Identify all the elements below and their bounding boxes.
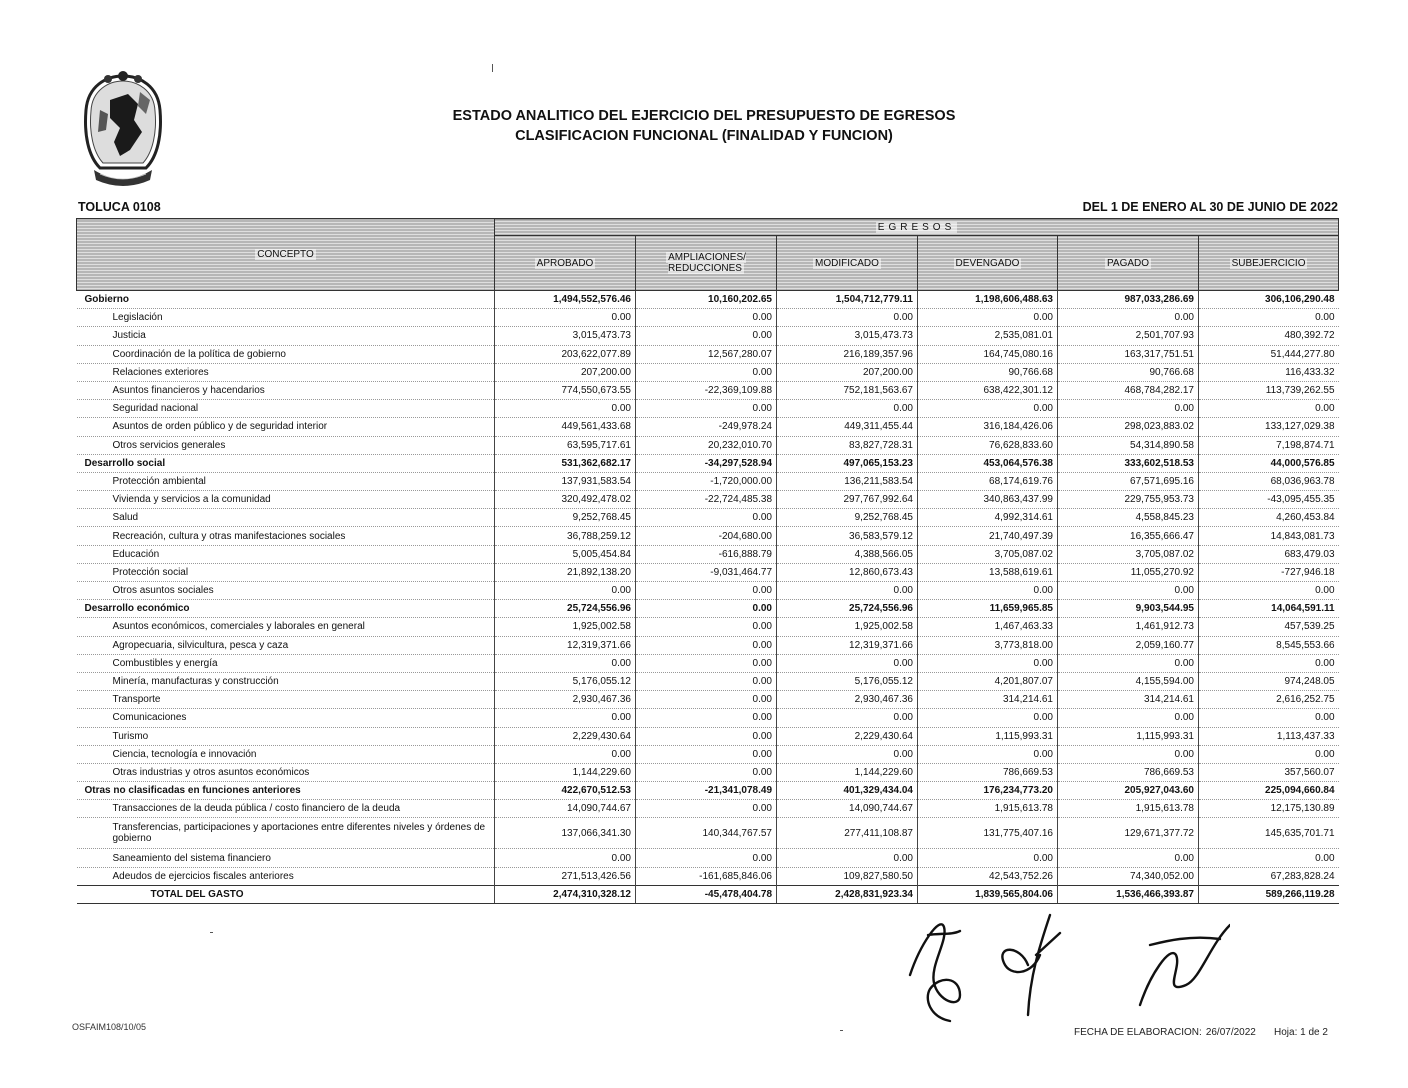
cell-concepto: Vivienda y servicios a la comunidad [77,491,495,509]
cell-subejercicio: -43,095,455.35 [1199,491,1339,509]
cell-subejercicio: 306,106,290.48 [1199,291,1339,309]
report-title [300,106,1108,146]
cell-concepto: Saneamiento del sistema financiero [77,849,495,867]
cell-ampliaciones: 12,567,280.07 [636,345,777,363]
cell-concepto: Desarrollo social [77,454,495,472]
cell-modificado: 83,827,728.31 [777,436,918,454]
cell-pagado: 2,059,160.77 [1058,636,1199,654]
cell-ampliaciones: -249,978.24 [636,418,777,436]
cell-subejercicio: 0.00 [1199,400,1339,418]
table-row [77,363,1339,381]
cell-pagado: 1,915,613.78 [1058,800,1199,818]
cell-devengado: 4,201,807.07 [918,672,1058,690]
table-row-group [77,454,1339,472]
cell-subejercicio: 357,560.07 [1199,763,1339,781]
cell-pagado: 1,536,466,393.87 [1058,885,1199,903]
cell-modificado: 0.00 [777,849,918,867]
table-row [77,727,1339,745]
col-header-pagado: PAGADO [1058,236,1199,291]
cell-subejercicio: 145,635,701.71 [1199,818,1339,849]
cell-subejercicio: 974,248.05 [1199,672,1339,690]
cell-aprobado: 3,015,473.73 [495,327,636,345]
cell-subejercicio: 67,283,828.24 [1199,867,1339,885]
cell-ampliaciones: 0.00 [636,636,777,654]
cell-ampliaciones: -22,369,109.88 [636,381,777,399]
cell-concepto: Seguridad nacional [77,400,495,418]
cell-modificado: 1,925,002.58 [777,618,918,636]
cell-subejercicio: 0.00 [1199,745,1339,763]
scan-speck [840,1030,843,1031]
cell-pagado: 2,501,707.93 [1058,327,1199,345]
cell-ampliaciones: 0.00 [636,654,777,672]
cell-aprobado: 531,362,682.17 [495,454,636,472]
cell-pagado: 314,214.61 [1058,691,1199,709]
cell-ampliaciones: 0.00 [636,363,777,381]
cell-devengado: 90,766.68 [918,363,1058,381]
cell-modificado: 497,065,153.23 [777,454,918,472]
cell-pagado: 229,755,953.73 [1058,491,1199,509]
cell-ampliaciones: -22,724,485.38 [636,491,777,509]
cell-concepto: Asuntos de orden público y de seguridad interior [77,418,495,436]
table-row-group [77,600,1339,618]
table-row [77,472,1339,490]
cell-pagado: 298,023,883.02 [1058,418,1199,436]
cell-concepto: Otras no clasificadas en funciones anteriores [77,782,495,800]
state-seal-logo [80,70,166,190]
cell-ampliaciones: 0.00 [636,618,777,636]
cell-subejercicio: 7,198,874.71 [1199,436,1339,454]
cell-pagado: 1,115,993.31 [1058,727,1199,745]
cell-devengado: 638,422,301.12 [918,381,1058,399]
cell-devengado: 4,992,314.61 [918,509,1058,527]
form-code: OSFAIM108/10/05 [72,1022,147,1032]
cell-concepto: Minería, manufacturas y construcción [77,672,495,690]
cell-subejercicio: 225,094,660.84 [1199,782,1339,800]
cell-modificado: 207,200.00 [777,363,918,381]
cell-ampliaciones: 0.00 [636,327,777,345]
cell-devengado: 68,174,619.76 [918,472,1058,490]
cell-aprobado: 25,724,556.96 [495,600,636,618]
signature-1 [910,924,960,1021]
cell-pagado: 0.00 [1058,400,1199,418]
cell-subejercicio: 2,616,252.75 [1199,691,1339,709]
cell-modificado: 216,189,357.96 [777,345,918,363]
cell-ampliaciones: 0.00 [636,672,777,690]
cell-subejercicio: 4,260,453.84 [1199,509,1339,527]
cell-modificado: 2,428,831,923.34 [777,885,918,903]
cell-pagado: 1,461,912.73 [1058,618,1199,636]
cell-pagado: 0.00 [1058,654,1199,672]
cell-ampliaciones: -161,685,846.06 [636,867,777,885]
table-row [77,527,1339,545]
cell-devengado: 131,775,407.16 [918,818,1058,849]
cell-pagado: 9,903,544.95 [1058,600,1199,618]
cell-subejercicio: 1,113,437.33 [1199,727,1339,745]
cell-ampliaciones: 0.00 [636,582,777,600]
cell-ampliaciones: 0.00 [636,800,777,818]
cell-modificado: 0.00 [777,709,918,727]
table-row [77,818,1339,849]
cell-aprobado: 36,788,259.12 [495,527,636,545]
cell-ampliaciones: 0.00 [636,763,777,781]
table-row [77,509,1339,527]
cell-pagado: 16,355,666.47 [1058,527,1199,545]
elaboration-date [1074,1027,1256,1038]
cell-devengado: 3,705,087.02 [918,545,1058,563]
cell-concepto: Transporte [77,691,495,709]
col-header-aprobado: APROBADO [495,236,636,291]
cell-pagado: 0.00 [1058,709,1199,727]
cell-modificado: 0.00 [777,582,918,600]
cell-ampliaciones: 0.00 [636,709,777,727]
cell-aprobado: 21,892,138.20 [495,563,636,581]
cell-pagado: 4,155,594.00 [1058,672,1199,690]
cell-pagado: 129,671,377.72 [1058,818,1199,849]
cell-devengado: 13,588,619.61 [918,563,1058,581]
table-row [77,763,1339,781]
cell-subejercicio: 0.00 [1199,849,1339,867]
cell-subejercicio: 589,266,119.28 [1199,885,1339,903]
cell-aprobado: 9,252,768.45 [495,509,636,527]
cell-concepto: Justicia [77,327,495,345]
cell-ampliaciones: 0.00 [636,849,777,867]
table-row-group [77,291,1339,309]
table-row [77,418,1339,436]
cell-subejercicio: 116,433.32 [1199,363,1339,381]
cell-aprobado: 137,066,341.30 [495,818,636,849]
cell-concepto: Ciencia, tecnología e innovación [77,745,495,763]
cell-devengado: 0.00 [918,849,1058,867]
cell-aprobado: 320,492,478.02 [495,491,636,509]
col-header-concepto: CONCEPTO [77,219,495,291]
cell-concepto: Recreación, cultura y otras manifestaciones sociales [77,527,495,545]
cell-pagado: 11,055,270.92 [1058,563,1199,581]
entity-name: TOLUCA 0108 [78,200,161,214]
cell-pagado: 74,340,052.00 [1058,867,1199,885]
cell-aprobado: 63,595,717.61 [495,436,636,454]
cell-concepto: TOTAL DEL GASTO [77,885,495,903]
report-title-line-1: ESTADO ANALITICO DEL EJERCICIO DEL PRESUPUESTO DE EGRESOS [452,108,956,124]
report-period: DEL 1 DE ENERO AL 30 DE JUNIO DE 2022 [1082,200,1338,214]
cell-devengado: 164,745,080.16 [918,345,1058,363]
cell-aprobado: 449,561,433.68 [495,418,636,436]
cell-modificado: 36,583,579.12 [777,527,918,545]
cell-modificado: 9,252,768.45 [777,509,918,527]
cell-pagado: 333,602,518.53 [1058,454,1199,472]
cell-subejercicio: 683,479.03 [1199,545,1339,563]
table-row [77,745,1339,763]
cell-subejercicio: 457,539.25 [1199,618,1339,636]
cell-devengado: 0.00 [918,582,1058,600]
page-number: Hoja: 1 de 2 [1274,1027,1328,1038]
cell-concepto: Comunicaciones [77,709,495,727]
table-row [77,436,1339,454]
cell-ampliaciones: 10,160,202.65 [636,291,777,309]
cell-devengado: 21,740,497.39 [918,527,1058,545]
cell-aprobado: 0.00 [495,654,636,672]
cell-aprobado: 774,550,673.55 [495,381,636,399]
cell-concepto: Protección social [77,563,495,581]
cell-ampliaciones: -1,720,000.00 [636,472,777,490]
cell-pagado: 0.00 [1058,745,1199,763]
cell-concepto: Combustibles y energía [77,654,495,672]
cell-subejercicio: 8,545,553.66 [1199,636,1339,654]
cell-aprobado: 0.00 [495,582,636,600]
cell-aprobado: 0.00 [495,709,636,727]
budget-table [76,218,1339,904]
cell-modificado: 1,504,712,779.11 [777,291,918,309]
cell-pagado: 3,705,087.02 [1058,545,1199,563]
cell-aprobado: 5,176,055.12 [495,672,636,690]
cell-devengado: 0.00 [918,745,1058,763]
table-row-group [77,782,1339,800]
cell-concepto: Educación [77,545,495,563]
cell-ampliaciones: -21,341,078.49 [636,782,777,800]
cell-devengado: 1,839,565,804.06 [918,885,1058,903]
table-row [77,400,1339,418]
cell-devengado: 0.00 [918,709,1058,727]
cell-concepto: Protección ambiental [77,472,495,490]
cell-subejercicio: -727,946.18 [1199,563,1339,581]
cell-aprobado: 1,494,552,576.46 [495,291,636,309]
table-row [77,636,1339,654]
cell-devengado: 314,214.61 [918,691,1058,709]
table-row [77,800,1339,818]
table-row [77,691,1339,709]
table-row [77,309,1339,327]
cell-ampliaciones: -9,031,464.77 [636,563,777,581]
table-row [77,672,1339,690]
cell-subejercicio: 0.00 [1199,582,1339,600]
cell-devengado: 786,669.53 [918,763,1058,781]
cell-ampliaciones: -616,888.79 [636,545,777,563]
table-row [77,654,1339,672]
cell-concepto: Legislación [77,309,495,327]
cell-devengado: 0.00 [918,400,1058,418]
table-row [77,849,1339,867]
cell-modificado: 297,767,992.64 [777,491,918,509]
cell-pagado: 987,033,286.69 [1058,291,1199,309]
report-title-line-2: CLASIFICACION FUNCIONAL (FINALIDAD Y FUNCION) [515,128,893,144]
cell-modificado: 14,090,744.67 [777,800,918,818]
cell-ampliaciones: -45,478,404.78 [636,885,777,903]
cell-devengado: 1,115,993.31 [918,727,1058,745]
cell-ampliaciones: 0.00 [636,400,777,418]
cell-ampliaciones: -204,680.00 [636,527,777,545]
cell-aprobado: 271,513,426.56 [495,867,636,885]
cell-aprobado: 137,931,583.54 [495,472,636,490]
cell-subejercicio: 14,843,081.73 [1199,527,1339,545]
table-row [77,563,1339,581]
cell-modificado: 109,827,580.50 [777,867,918,885]
cell-concepto: Asuntos económicos, comerciales y laborales en general [77,618,495,636]
cell-subejercicio: 12,175,130.89 [1199,800,1339,818]
cell-devengado: 1,467,463.33 [918,618,1058,636]
cell-devengado: 76,628,833.60 [918,436,1058,454]
table-row [77,618,1339,636]
col-header-ampliaciones: AMPLIACIONES/ REDUCCIONES [636,236,777,291]
cell-modificado: 1,144,229.60 [777,763,918,781]
cell-devengado: 42,543,752.26 [918,867,1058,885]
col-header-modificado: MODIFICADO [777,236,918,291]
cell-aprobado: 0.00 [495,309,636,327]
cell-ampliaciones: 0.00 [636,309,777,327]
cell-devengado: 3,773,818.00 [918,636,1058,654]
cell-ampliaciones: 20,232,010.70 [636,436,777,454]
cell-devengado: 0.00 [918,309,1058,327]
cell-modificado: 449,311,455.44 [777,418,918,436]
cell-pagado: 205,927,043.60 [1058,782,1199,800]
cell-ampliaciones: 0.00 [636,600,777,618]
cell-subejercicio: 0.00 [1199,309,1339,327]
cell-ampliaciones: 0.00 [636,691,777,709]
table-body [77,291,1339,904]
cell-ampliaciones: 0.00 [636,509,777,527]
scan-speck [492,64,493,72]
cell-aprobado: 1,144,229.60 [495,763,636,781]
cell-devengado: 316,184,426.06 [918,418,1058,436]
table-row [77,381,1339,399]
col-group-egresos: EGRESOS [495,219,1339,236]
cell-aprobado: 1,925,002.58 [495,618,636,636]
cell-aprobado: 0.00 [495,849,636,867]
col-header-devengado: DEVENGADO [918,236,1058,291]
cell-devengado: 2,535,081.01 [918,327,1058,345]
col-header-subejercicio: SUBEJERCICIO [1199,236,1339,291]
cell-modificado: 12,319,371.66 [777,636,918,654]
elaboration-date-label: FECHA DE ELABORACION: [1074,1027,1202,1038]
cell-devengado: 340,863,437.99 [918,491,1058,509]
cell-aprobado: 0.00 [495,745,636,763]
table-row [77,867,1339,885]
cell-aprobado: 203,622,077.89 [495,345,636,363]
cell-pagado: 67,571,695.16 [1058,472,1199,490]
cell-subejercicio: 68,036,963.78 [1199,472,1339,490]
cell-modificado: 401,329,434.04 [777,782,918,800]
cell-modificado: 0.00 [777,654,918,672]
cell-modificado: 0.00 [777,745,918,763]
cell-pagado: 4,558,845.23 [1058,509,1199,527]
cell-concepto: Agropecuaria, silvicultura, pesca y caza [77,636,495,654]
handwritten-signatures [900,905,1230,1035]
cell-concepto: Relaciones exteriores [77,363,495,381]
cell-modificado: 4,388,566.05 [777,545,918,563]
cell-aprobado: 2,474,310,328.12 [495,885,636,903]
cell-subejercicio: 480,392.72 [1199,327,1339,345]
cell-aprobado: 207,200.00 [495,363,636,381]
cell-modificado: 752,181,563.67 [777,381,918,399]
cell-aprobado: 5,005,454.84 [495,545,636,563]
cell-pagado: 786,669.53 [1058,763,1199,781]
cell-pagado: 468,784,282.17 [1058,381,1199,399]
cell-aprobado: 2,930,467.36 [495,691,636,709]
cell-devengado: 176,234,773.20 [918,782,1058,800]
cell-concepto: Otros servicios generales [77,436,495,454]
cell-concepto: Otros asuntos sociales [77,582,495,600]
cell-modificado: 0.00 [777,309,918,327]
cell-pagado: 0.00 [1058,849,1199,867]
cell-ampliaciones: 140,344,767.57 [636,818,777,849]
table-row [77,491,1339,509]
cell-modificado: 2,229,430.64 [777,727,918,745]
cell-subejercicio: 51,444,277.80 [1199,345,1339,363]
cell-subejercicio: 113,739,262.55 [1199,381,1339,399]
cell-modificado: 2,930,467.36 [777,691,918,709]
cell-devengado: 11,659,965.85 [918,600,1058,618]
cell-aprobado: 14,090,744.67 [495,800,636,818]
table-row [77,582,1339,600]
cell-pagado: 90,766.68 [1058,363,1199,381]
cell-subejercicio: 14,064,591.11 [1199,600,1339,618]
cell-modificado: 136,211,583.54 [777,472,918,490]
cell-devengado: 453,064,576.38 [918,454,1058,472]
table-row [77,709,1339,727]
cell-pagado: 54,314,890.58 [1058,436,1199,454]
cell-modificado: 5,176,055.12 [777,672,918,690]
cell-subejercicio: 44,000,576.85 [1199,454,1339,472]
cell-devengado: 1,915,613.78 [918,800,1058,818]
cell-modificado: 12,860,673.43 [777,563,918,581]
cell-concepto: Otras industrias y otros asuntos económicos [77,763,495,781]
cell-modificado: 277,411,108.87 [777,818,918,849]
cell-ampliaciones: -34,297,528.94 [636,454,777,472]
table-row [77,545,1339,563]
cell-modificado: 0.00 [777,400,918,418]
cell-aprobado: 2,229,430.64 [495,727,636,745]
elaboration-date-value: 26/07/2022 [1205,1027,1256,1038]
cell-modificado: 25,724,556.96 [777,600,918,618]
cell-aprobado: 422,670,512.53 [495,782,636,800]
cell-concepto: Transferencias, participaciones y aportaciones entre diferentes niveles y órdenes de gobierno [77,818,495,849]
cell-concepto: Turismo [77,727,495,745]
cell-concepto: Desarrollo económico [77,600,495,618]
cell-subejercicio: 0.00 [1199,654,1339,672]
scan-speck [210,932,213,933]
cell-subejercicio: 0.00 [1199,709,1339,727]
cell-pagado: 163,317,751.51 [1058,345,1199,363]
cell-pagado: 0.00 [1058,582,1199,600]
cell-subejercicio: 133,127,029.38 [1199,418,1339,436]
table-row-total [77,885,1339,903]
cell-devengado: 0.00 [918,654,1058,672]
signature-2 [1002,915,1060,1015]
signature-3 [1140,925,1230,1005]
cell-aprobado: 0.00 [495,400,636,418]
cell-modificado: 3,015,473.73 [777,327,918,345]
cell-ampliaciones: 0.00 [636,745,777,763]
cell-concepto: Salud [77,509,495,527]
cell-concepto: Coordinación de la política de gobierno [77,345,495,363]
table-header [77,219,1339,291]
table-row [77,345,1339,363]
cell-concepto: Gobierno [77,291,495,309]
cell-ampliaciones: 0.00 [636,727,777,745]
cell-concepto: Adeudos de ejercicios fiscales anteriores [77,867,495,885]
cell-devengado: 1,198,606,488.63 [918,291,1058,309]
cell-concepto: Asuntos financieros y hacendarios [77,381,495,399]
cell-pagado: 0.00 [1058,309,1199,327]
cell-aprobado: 12,319,371.66 [495,636,636,654]
table-row [77,327,1339,345]
cell-concepto: Transacciones de la deuda pública / costo financiero de la deuda [77,800,495,818]
